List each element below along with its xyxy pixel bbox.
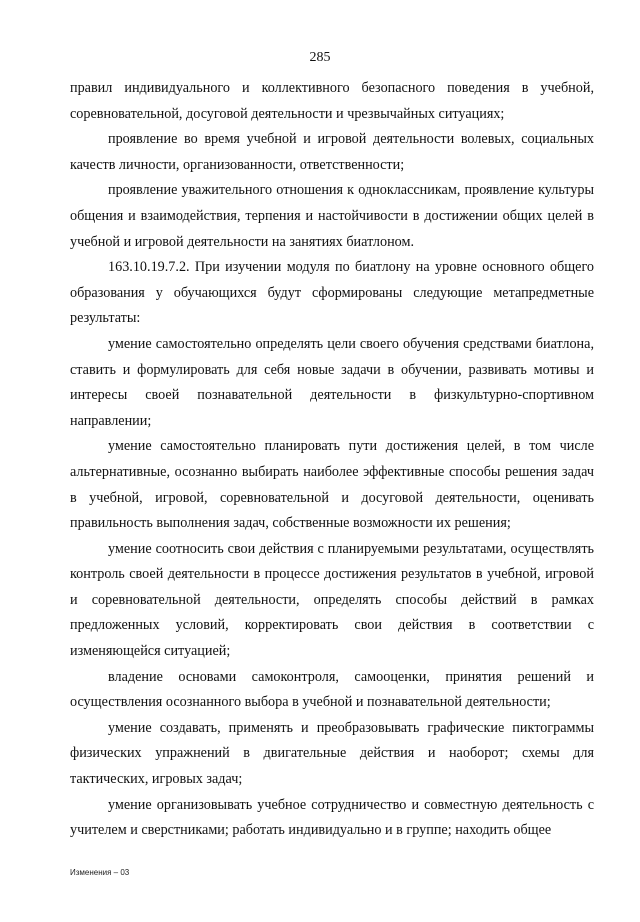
paragraph: владение основами самоконтроля, самооценки, принятия решений и осуществления осознанного выбора в учебной и познавательной деятельности; (70, 668, 594, 711)
paragraph: умение организовывать учебное сотрудничество и совместную деятельность с учителем и сверстниками; работать индивидуально и в группе; находить общее (70, 796, 594, 839)
page-number: 285 (309, 50, 331, 65)
paragraph: проявление во время учебной и игровой деятельности волевых, социальных качеств личности, организованности, ответственности; (70, 131, 594, 173)
paragraph: правил индивидуального и коллективного безопасного поведения в учебной, соревновательной, досуговой деятельности и чрезвычайных ситуациях; (70, 80, 594, 122)
paragraph: умение самостоятельно планировать пути достижения целей, в том числе альтернативные, осознанно выбирать наиболее эффективные способы решения задач в учебной, игровой, соревновательной и досуговой деятельности, оценивать правильность выполнения задач, собственные возможности их решения; (70, 438, 594, 532)
paragraph: 163.10.19.7.2. При изучении модуля по биатлону на уровне основного общего образования у обучающихся будут сформированы следующие метапредметные результаты: (70, 259, 594, 327)
paragraph: умение самостоятельно определять цели своего обучения средствами биатлона, ставить и формулировать для себя новые задачи в обучении, развивать мотивы и интересы своей познавательной деятельности в физкультурно-спортивном направлении; (70, 335, 594, 429)
paragraph: проявление уважительного отношения к одноклассникам, проявление культуры общения и взаимодействия, терпения и настойчивости в достижении общих целей в учебной и игровой деятельности на занятиях биатлоном. (70, 182, 594, 250)
paragraph: умение создавать, применять и преобразовывать графические пиктограммы физических упражнений в двигательные действия и наоборот; схемы для тактических, игровых задач; (70, 719, 594, 788)
document-body (70, 76, 594, 844)
revision-footer: Изменения – 03 (70, 868, 130, 877)
paragraph: умение соотносить свои действия с планируемыми результатами, осуществлять контроль своей деятельности в процессе достижения результатов в учебной, игровой и соревновательной деятельности, определять способы действий в рамках предложенных условий, корректировать свои действия в соответствии с изменяющейся ситуацией; (70, 540, 594, 660)
